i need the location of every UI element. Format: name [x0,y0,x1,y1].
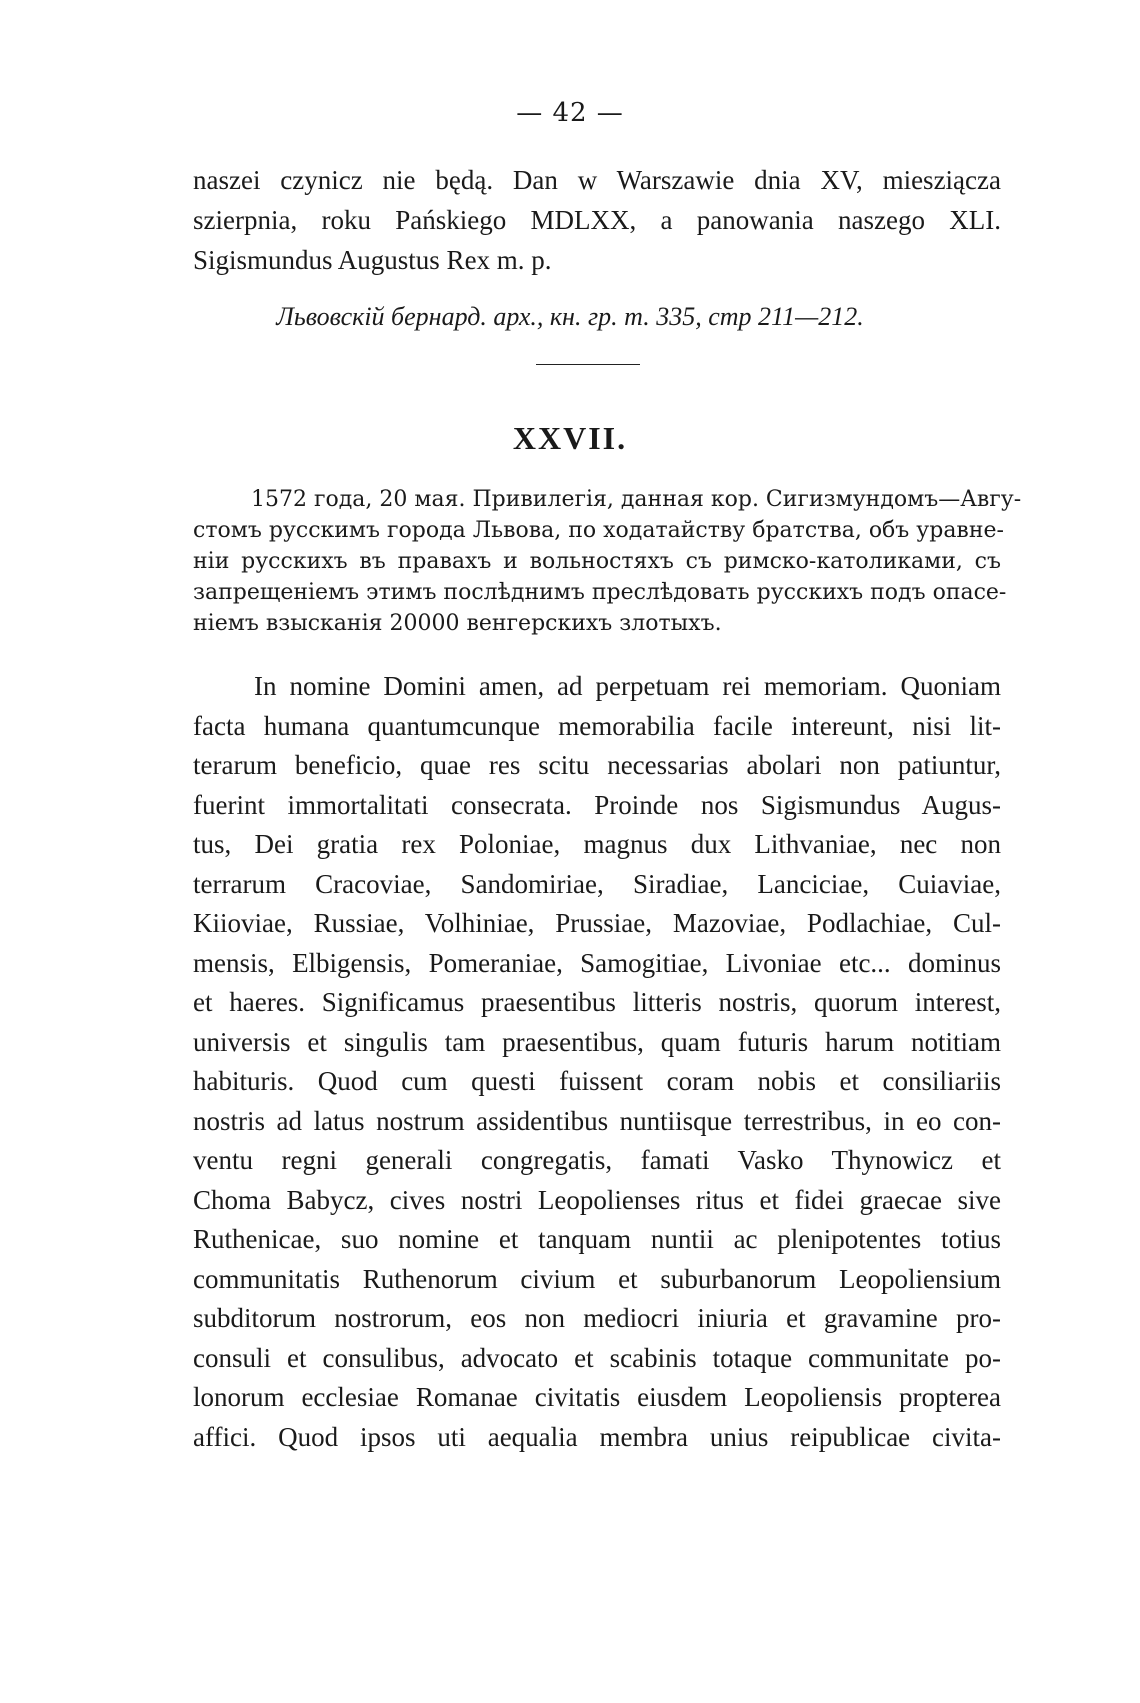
summary-line: ніемъ взысканія 20000 венгерскихъ злотыхъ. [193,611,722,636]
body-line: In nomine Domini amen, ad perpetuam rei memoriam. Quoniam [254,671,1001,701]
body-line: ventu regni generali congregatis, famati Vasko Thynowicz et [193,1145,1001,1175]
page-number: — 42 — [516,98,624,128]
body-line: tus, Dei gratia rex Poloniae, magnus dux Lithvaniae, nec non [193,829,1001,859]
body-line: subditorum nostrorum, eos non mediocri iniuria et gravamine pro- [193,1303,1001,1333]
body-line: mensis, Elbigensis, Pomeraniae, Samogitiae, Livoniae etc... dominus [193,947,1001,978]
body-line: Ruthenicae, suo nomine et tanquam nuntii ac plenipotentes totius [193,1224,1001,1254]
body-line: et haeres. Significamus praesentibus litteris nostris, quorum interest, [193,987,1001,1017]
body-line: consuli et consulibus, advocato et scabinis totaque communitate po- [193,1342,1001,1373]
body-line: habituris. Quod cum questi fuissent coram nobis et consiliariis [193,1066,1001,1096]
text-line: szierpnia, roku Pańskiego MDLXX, a panowania naszego XLI. [193,205,1001,235]
body-line: terrarum Cracoviae, Sandomiriae, Siradiae, Lanciciae, Cuiaviae, [193,868,1001,899]
body-line: universis et singulis tam praesentibus, quam futuris harum notitiam [193,1026,1001,1057]
body-line: facta humana quantumcunque memorabilia facile intereunt, nisi lit- [193,710,1001,741]
previous-document-ending [193,160,1001,280]
document-body [193,667,1001,1457]
summary-line: ніи русскихъ въ правахъ и вольностяхъ съ римско-католиками, съ [193,549,1001,574]
body-line: communitatis Ruthenorum civium et suburbanorum Leopoliensium [193,1263,1001,1294]
body-line: lonorum ecclesiae Romanae civitatis eiusdem Leopoliensis propterea [193,1382,1001,1412]
summary-line: 1572 года, 20 мая. Привилегія, данная кор. Сигизмундомъ—Авгу- [251,487,1022,512]
text-line: naszei czynicz nie będą. Dan w Warszawie dnia XV, mieszіącza [193,165,1001,195]
document-number-heading: XXVII. [512,420,628,456]
body-line: Choma Babycz, cives nostri Leopolienses ritus et fidei graecae sive [193,1184,1001,1215]
body-line: Kiioviae, Russiae, Volhiniae, Prussiae, Mazoviae, Podlachiae, Cul- [193,908,1001,938]
body-line: fuerint immortalitati consecrata. Proinde nos Sigismundus Augus- [193,789,1001,820]
body-line: terarum beneficio, quae res scitu necessarias abolari non patiuntur, [193,750,1001,780]
body-line: affici. Quod ipsos uti aequalia membra unius reipublicae civita- [193,1421,1001,1452]
source-citation: Львовскій бернард. арх., кн. гр. т. 335, стр 211—212. [276,302,864,331]
document-summary [193,484,1022,639]
body-line: nostris ad latus nostrum assidentibus nuntiisque terrestribus, in eo con- [193,1105,1001,1136]
summary-line: запрещеніемъ этимъ послѣднимъ преслѣдовать русскихъ подъ опасе- [193,580,1007,605]
section-divider [536,364,640,365]
text-line: Sigismundus Augustus Rex m. p. [193,245,552,275]
summary-line: стомъ русскимъ города Львова, по ходатайству братства, объ уравне- [193,518,1004,543]
